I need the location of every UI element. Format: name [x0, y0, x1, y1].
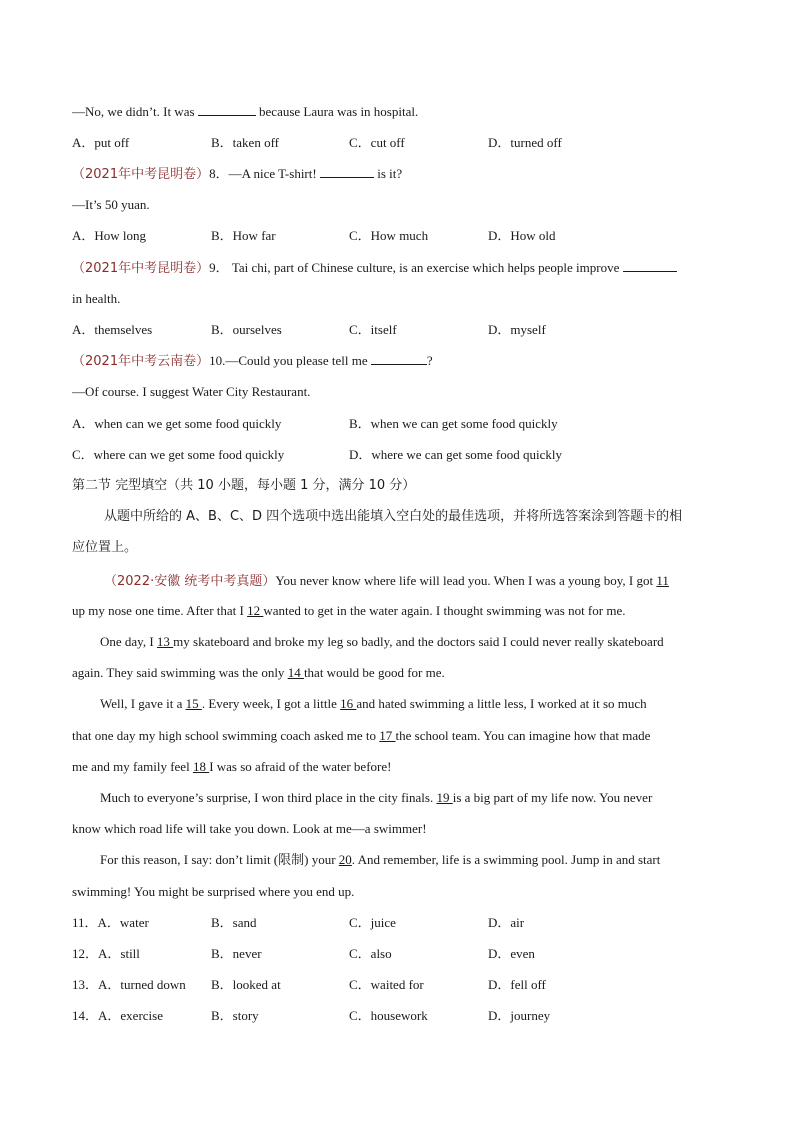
choice-option: A．water	[97, 915, 149, 930]
q7-option-b: B．taken off	[211, 135, 279, 150]
choice-option: A．exercise	[98, 1008, 163, 1023]
q8-option-d: D．How old	[488, 228, 556, 243]
choice-11-d: D．air	[488, 915, 525, 930]
q8-stem-post: is it?	[373, 166, 403, 181]
passage-text: . Every week, I got a little	[201, 696, 341, 711]
q9-option-a: A．themselves	[72, 322, 153, 337]
passage-text: . And remember, life is a swimming pool. Jump in and start	[351, 852, 661, 867]
passage-p2-line2	[72, 664, 445, 682]
choice-12-a	[72, 945, 140, 963]
passage-text: wanted to get in the water again. I thought swimming was not for me.	[263, 603, 626, 618]
q9-stem	[72, 259, 677, 278]
q10-option-c: C．where can we get some food quickly	[72, 447, 285, 462]
q10-source: （2021年中考云南卷）	[72, 354, 210, 369]
choice-12-c: C．also	[349, 946, 392, 961]
q8-answer-line: —It’s 50 yuan.	[72, 197, 150, 212]
passage-text: again. They said swimming was the only	[72, 665, 288, 680]
passage-p2-line1	[100, 633, 664, 651]
passage-p1-line2	[72, 602, 625, 620]
choice-14-b: B．story	[211, 1008, 259, 1023]
blank-11: 11	[656, 573, 669, 588]
blank-15: 15	[185, 696, 202, 711]
passage-text: and hated swimming a little less, I worked at it so much	[356, 696, 647, 711]
choice-12-d: D．even	[488, 946, 535, 961]
q10-stem	[72, 352, 433, 371]
q9-stem-pre: 9． Tai chi, part of Chinese culture, is an exercise which helps people improve	[209, 260, 623, 275]
choice-11-a	[72, 914, 149, 932]
q9-source: （2021年中考昆明卷）	[72, 261, 210, 276]
section-instruction-1: 从题中所给的 A、B、C、D 四个选项中选出能填入空白处的最佳选项，并将所选答案涂到答题卡的相	[104, 509, 683, 524]
choice-number: 11．	[72, 915, 98, 930]
q10-answer-line: —Of course. I suggest Water City Restaurant.	[72, 384, 311, 399]
passage-text: You never know where life will lead you. When I was a young boy, I got	[275, 573, 657, 588]
passage-p4-line2: know which road life will take you down. Look at me—a swimmer!	[72, 821, 427, 836]
q10-blank	[371, 352, 427, 365]
passage-text: that would be good for me.	[303, 665, 445, 680]
choice-option: A．turned down	[98, 977, 186, 992]
q8-blank	[320, 165, 374, 178]
passage-text: One day, I	[100, 634, 157, 649]
q9-option-b: B．ourselves	[211, 322, 282, 337]
q9-option-d: D．myself	[488, 322, 546, 337]
choice-14-c: C．housework	[349, 1008, 428, 1023]
blank-14: 14	[287, 665, 304, 680]
choice-number: 12．	[72, 946, 99, 961]
passage-text: my skateboard and broke my leg so badly, and the doctors said I could never really skateboard	[173, 634, 664, 649]
section-instruction-2: 应位置上。	[72, 540, 138, 555]
blank-12: 12	[247, 603, 264, 618]
choice-11-c: C．juice	[349, 915, 396, 930]
blank-18: 18	[192, 759, 210, 774]
choice-12-b: B．never	[211, 946, 262, 961]
q9-blank	[623, 259, 677, 272]
choice-number: 14．	[72, 1008, 99, 1023]
q7-option-d: D．turned off	[488, 135, 562, 150]
q8-option-b: B．How far	[211, 228, 276, 243]
passage-text: me and my family feel	[72, 759, 193, 774]
passage-p3-line1	[100, 695, 647, 713]
q7-answer-post: because Laura was in hospital.	[255, 104, 419, 119]
passage-source: （2022·安徽 统考中考真题）	[104, 574, 276, 589]
passage-text: Well, I gave it a	[100, 696, 186, 711]
passage-p5-line2: swimming! You might be surprised where you end up.	[72, 884, 355, 899]
passage-p1-line1	[104, 572, 669, 591]
q10-stem-post: ?	[426, 353, 433, 368]
blank-13: 13	[156, 634, 174, 649]
blank-19: 19	[436, 790, 453, 805]
q9-stem-cont: in health.	[72, 291, 121, 306]
passage-text: I was so afraid of the water before!	[209, 759, 392, 774]
q8-option-a: A．How long	[72, 228, 147, 243]
choice-13-b: B．looked at	[211, 977, 281, 992]
q7-option-a: A．put off	[72, 135, 130, 150]
q10-option-a: A．when can we get some food quickly	[72, 416, 282, 431]
q7-blank	[198, 103, 256, 116]
passage-text: For this reason, I say: don’t limit (限制) your	[100, 852, 339, 867]
passage-text: up my nose one time. After that I	[72, 603, 248, 618]
q10-stem-pre: 10.—Could you please tell me	[209, 353, 371, 368]
choice-14-a	[72, 1007, 163, 1025]
choice-13-a	[72, 976, 186, 994]
q10-option-d: D．where we can get some food quickly	[349, 447, 562, 462]
q9-option-c: C．itself	[349, 322, 397, 337]
q8-stem-pre: 8．—A nice T-shirt!	[209, 166, 320, 181]
blank-16: 16	[340, 696, 357, 711]
section-heading: 第二节 完型填空（共 10 小题，每小题 1 分，满分 10 分）	[72, 478, 416, 493]
blank-20: 20	[338, 852, 352, 867]
choice-option: A．still	[98, 946, 140, 961]
q7-option-c: C．cut off	[349, 135, 405, 150]
choice-11-b: B．sand	[211, 915, 257, 930]
choice-13-d: D．fell off	[488, 977, 546, 992]
q8-stem	[72, 165, 402, 184]
passage-p5-line1	[100, 851, 660, 869]
choice-14-d: D．journey	[488, 1008, 551, 1023]
choice-13-c: C．waited for	[349, 977, 424, 992]
blank-17: 17	[379, 728, 396, 743]
passage-p4-line1	[100, 789, 652, 807]
q8-source: （2021年中考昆明卷）	[72, 167, 210, 182]
q10-option-b: B．when we can get some food quickly	[349, 416, 558, 431]
passage-text: the school team. You can imagine how that made	[395, 728, 651, 743]
q7-answer-pre: —No, we didn’t. It was	[72, 104, 198, 119]
passage-p3-line2	[72, 727, 650, 745]
q8-option-c: C．How much	[349, 228, 429, 243]
q7-answer-line	[72, 103, 418, 121]
passage-p3-line3	[72, 758, 391, 776]
passage-text: Much to everyone’s surprise, I won third place in the city finals.	[100, 790, 437, 805]
choice-number: 13．	[72, 977, 99, 992]
passage-text: that one day my high school swimming coach asked me to	[72, 728, 380, 743]
passage-text: is a big part of my life now. You never	[452, 790, 653, 805]
